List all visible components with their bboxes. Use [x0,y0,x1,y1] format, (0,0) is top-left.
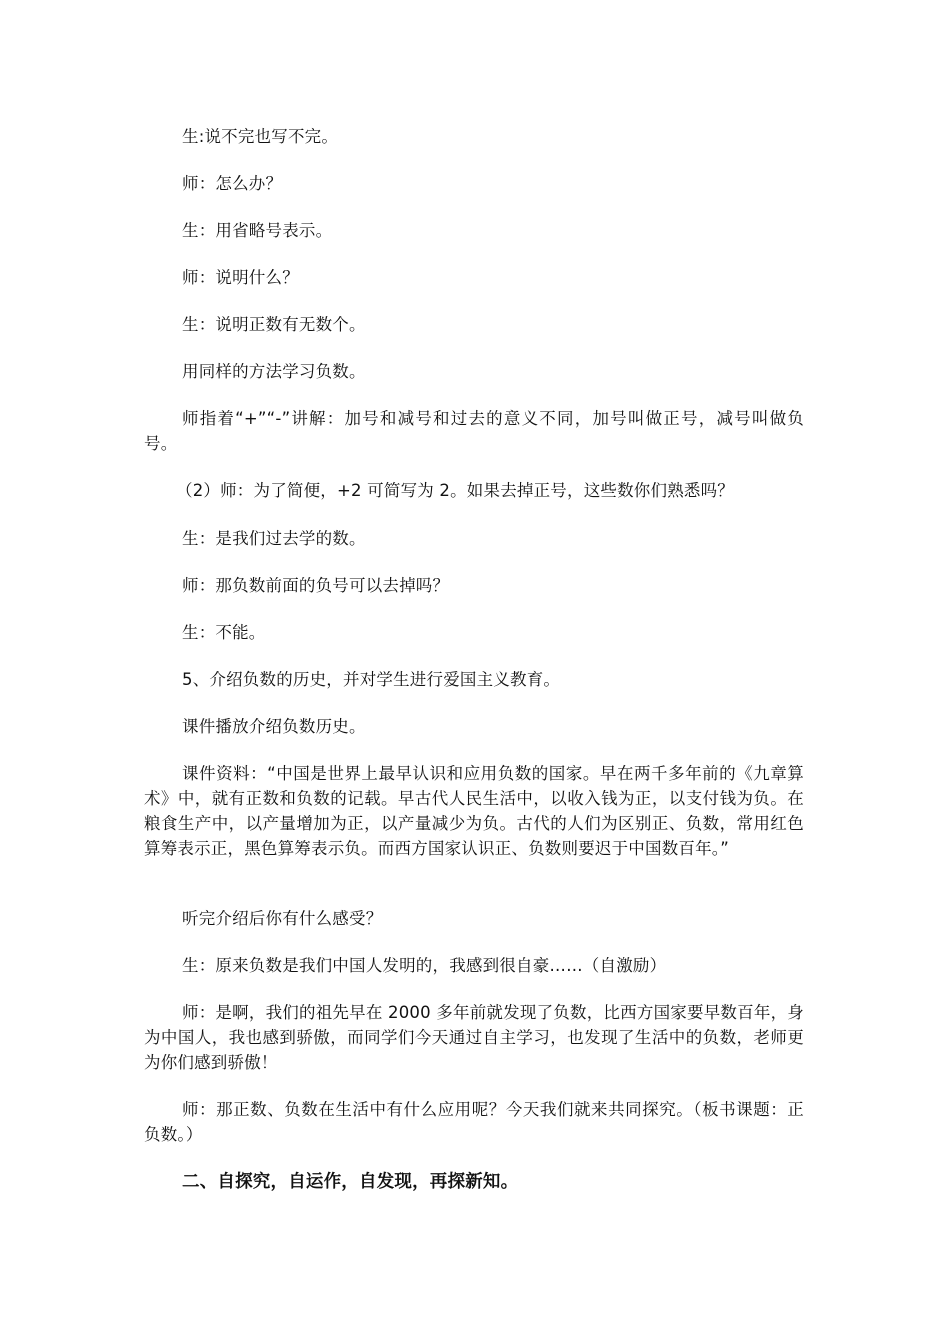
paragraph: 生：用省略号表示。 [182,221,333,240]
paragraph: 5、介绍负数的历史，并对学生进行爱国主义教育。 [182,670,561,689]
paragraph: （2）师：为了简便，+2 可简写为 2。如果去掉正号，这些数你们熟悉吗？ [176,481,735,500]
paragraph: 师：说明什么？ [182,268,299,287]
paragraph: 师：怎么办？ [182,174,283,193]
paragraph: 课件播放介绍负数历史。 [182,717,366,736]
paragraph: 生:说不完也写不完。 [182,127,339,146]
paragraph: 生：是我们过去学的数。 [182,529,366,548]
paragraph: 师指着“+”“-”讲解：加号和减号和过去的意义不同，加号叫做正号，减号叫做负号。 [144,409,804,453]
paragraph: 生：说明正数有无数个。 [182,315,366,334]
paragraph: 生：原来负数是我们中国人发明的，我感到很自豪……（自激励） [182,956,667,975]
paragraph: 师：是啊，我们的祖先早在 2000 多年前就发现了负数，比西方国家要早数百年，身为中国人，我也感到骄傲，而同学们今天通过自主学习，也发现了生活中的负数，老师更为你们感到骄傲！ [144,1003,804,1072]
paragraph: 课件资料：“中国是世界上最早认识和应用负数的国家。早在两千多年前的《九章算术》中，就有正数和负数的记载。早古代人民生活中，以收入钱为正，以支付钱为负。在粮食生产中，以产量增加为正，以产量减少为负。古代的人们为区别正、负数，常用红色算筹表示正，黑色算筹表示负。而西方国家认识正、负数则要迟于中国数百年。” [144,764,804,858]
paragraph: 师：那负数前面的负号可以去掉吗？ [182,576,450,595]
paragraph: 用同样的方法学习负数。 [182,362,366,381]
section-heading: 二、自探究，自运作，自发现，再探新知。 [182,1172,519,1192]
paragraph: 听完介绍后你有什么感受？ [182,909,383,928]
paragraph: 师：那正数、负数在生活中有什么应用呢？今天我们就来共同探究。（板书课题：正负数。） [144,1100,804,1144]
paragraph: 生：不能。 [182,623,266,642]
